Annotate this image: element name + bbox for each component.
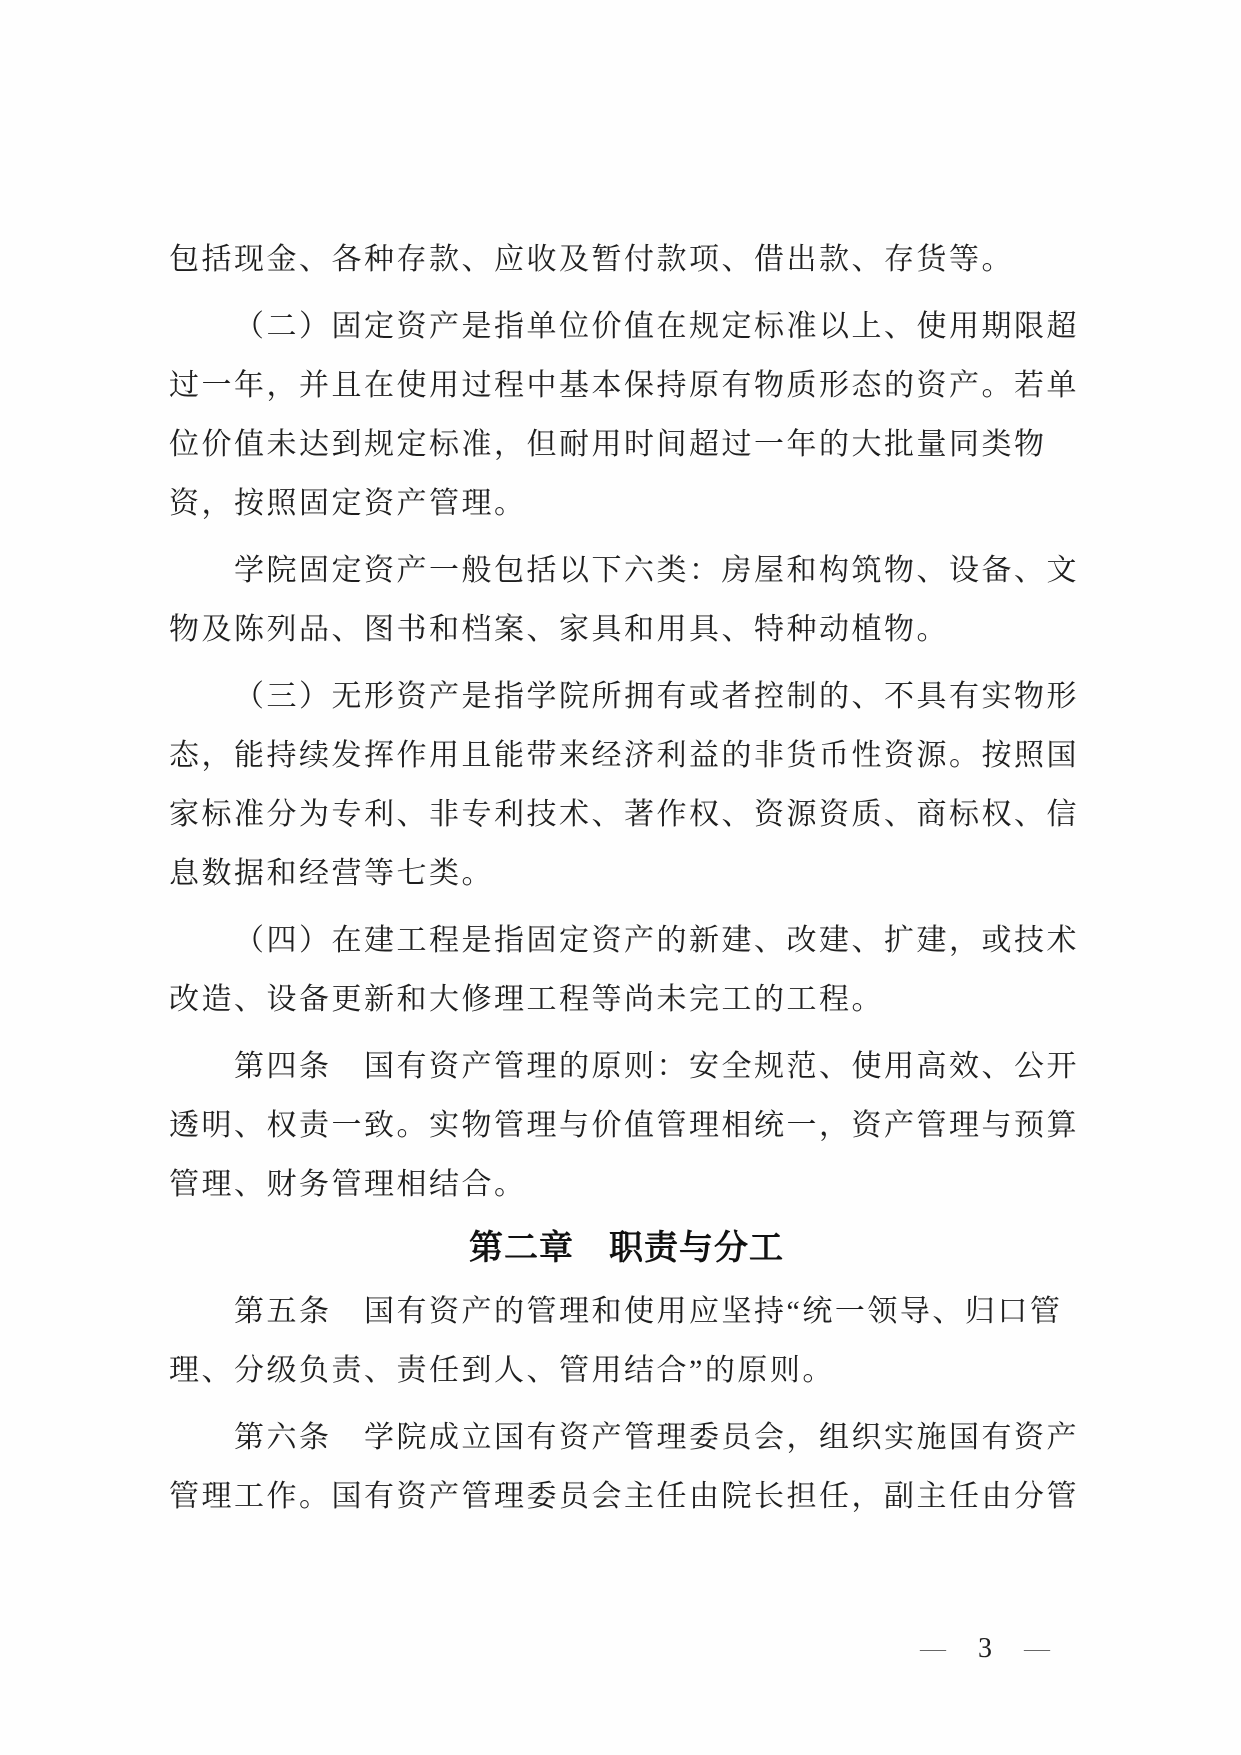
text-line: 管理、财务管理相结合。 bbox=[169, 1168, 527, 1201]
footer-dash-left: — bbox=[920, 1637, 946, 1661]
text-line: （三）无形资产是指学院所拥有或者控制的、不具有实物形 bbox=[234, 680, 1079, 713]
paragraph bbox=[169, 297, 1084, 533]
text-line: 透明、权责一致。实物管理与价值管理相统一，资产管理与预算 bbox=[169, 1109, 1079, 1142]
text-line: （四）在建工程是指固定资产的新建、改建、扩建，或技术 bbox=[234, 924, 1079, 957]
paragraph bbox=[169, 911, 1084, 1029]
page-footer bbox=[920, 1633, 1050, 1665]
text-line: 第六条 学院成立国有资产管理委员会，组织实施国有资产 bbox=[234, 1421, 1079, 1454]
paragraph bbox=[169, 1037, 1084, 1214]
paragraph bbox=[169, 541, 1084, 659]
text-line: 第五条 国有资产的管理和使用应坚持“统一领导、归口管 bbox=[234, 1295, 1063, 1328]
text-line: 位价值未达到规定标准，但耐用时间超过一年的大批量同类物 bbox=[169, 428, 1047, 461]
text-line: 包括现金、各种存款、应收及暂付款项、借出款、存货等。 bbox=[169, 243, 1014, 276]
paragraph bbox=[169, 230, 1084, 289]
text-line: 家标准分为专利、非专利技术、著作权、资源资质、商标权、信 bbox=[169, 798, 1079, 831]
text-line: 管理工作。国有资产管理委员会主任由院长担任，副主任由分管 bbox=[169, 1480, 1079, 1513]
paragraph bbox=[169, 1408, 1084, 1526]
page-number: 3 bbox=[978, 1633, 992, 1664]
paragraph bbox=[169, 1282, 1084, 1400]
text-line: 第四条 国有资产管理的原则：安全规范、使用高效、公开 bbox=[234, 1050, 1079, 1083]
document-body bbox=[169, 230, 1084, 1526]
text-line: 过一年，并且在使用过程中基本保持原有物质形态的资产。若单 bbox=[169, 369, 1079, 402]
paragraph bbox=[169, 667, 1084, 903]
text-line: 资，按照固定资产管理。 bbox=[169, 487, 527, 520]
text-line: 物及陈列品、图书和档案、家具和用具、特种动植物。 bbox=[169, 613, 949, 646]
chapter-heading: 第二章 职责与分工 bbox=[469, 1229, 784, 1267]
text-line: 态，能持续发挥作用且能带来经济利益的非货币性资源。按照国 bbox=[169, 739, 1079, 772]
footer-dash-right: — bbox=[1024, 1637, 1050, 1661]
text-line: 息数据和经营等七类。 bbox=[169, 857, 494, 890]
text-line: 改造、设备更新和大修理工程等尚未完工的工程。 bbox=[169, 983, 884, 1016]
text-line: 理、分级负责、责任到人、管用结合”的原则。 bbox=[169, 1354, 835, 1387]
text-line: （二）固定资产是指单位价值在规定标准以上、使用期限超 bbox=[234, 310, 1079, 343]
text-line: 学院固定资产一般包括以下六类：房屋和构筑物、设备、文 bbox=[234, 554, 1079, 587]
